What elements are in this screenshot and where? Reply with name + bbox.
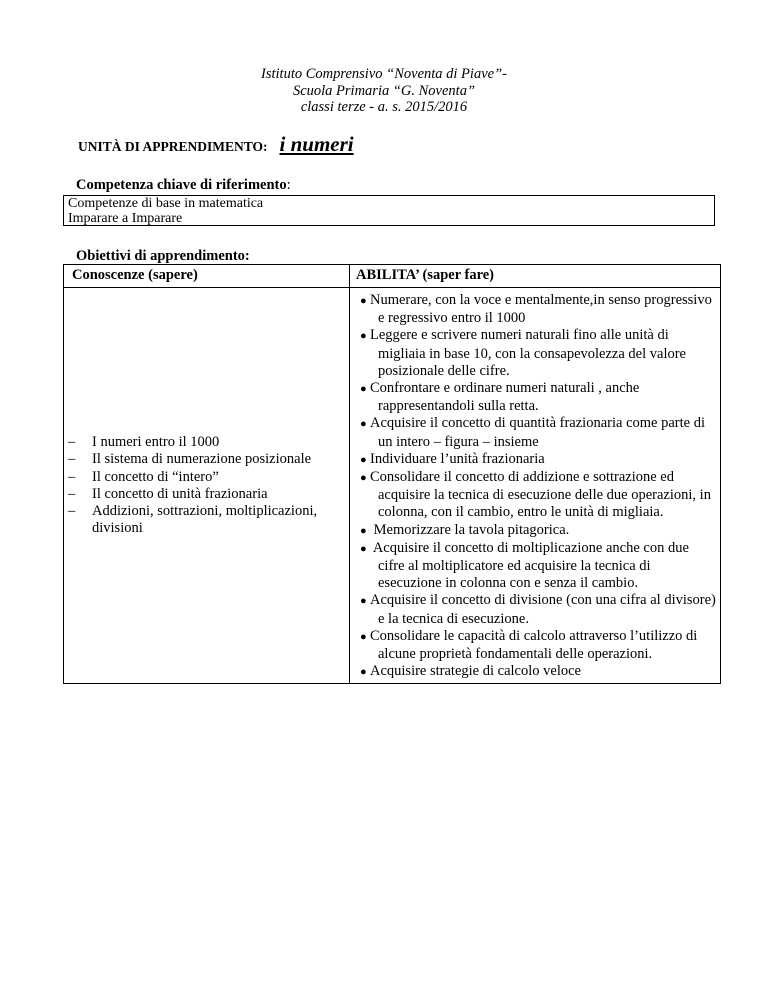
dash-icon: –	[68, 451, 76, 468]
knowledge-column-header: Conoscenze (sapere)	[64, 265, 350, 288]
list-item: ● Individuare l’unità frazionaria	[354, 451, 716, 469]
header-school-year: classi terze - a. s. 2015/2016	[300, 99, 468, 115]
key-competence-heading	[76, 177, 291, 194]
objectives-table	[63, 264, 721, 684]
list-item: – Addizioni, sottrazioni, moltiplicazioni, divisioni	[68, 502, 318, 537]
list-item: ● Acquisire il concetto di divisione (con una cifra al divisore) e la tecnica di esecuzione.	[360, 592, 716, 627]
list-item: ● Consolidare le capacità di calcolo attraverso l’utilizzo di alcune proprietà fondamentali delle operazioni.	[360, 627, 698, 663]
skills-column-header: ABILITA’ (saper fare)	[350, 265, 721, 288]
list-item: ● Acquisire il concetto di quantità frazionaria come parte di un intero – figura – insieme	[360, 415, 705, 450]
learning-unit-label: UNITÀ DI APPRENDIMENTO:	[78, 139, 268, 154]
list-item: ● Acquisire il concetto di moltiplicazione anche con due cifre al moltiplicatore ed acquisire la tecnica di esecuzione in colonna con e senza il cambio.	[360, 539, 689, 592]
list-item: ● Numerare, con la voce e mentalmente,in senso progressivo e regressivo entro il 1000	[360, 292, 712, 327]
header-school-name: Istituto Comprensivo “Noventa di Piave”-	[261, 66, 507, 82]
key-competence-box	[63, 195, 715, 226]
bullet-icon: ●	[360, 472, 367, 485]
bullet-icon: ●	[360, 418, 367, 431]
key-competence-item: Competenze di base in matematica	[68, 196, 264, 211]
key-competence-title: Competenza chiave di riferimento	[76, 177, 287, 193]
skills-cell	[350, 288, 721, 684]
key-competence-colon: :	[286, 177, 291, 193]
list-item: ● Consolidare il concetto di addizione e sottrazione ed acquisire la tecnica di esecuzione delle due operazioni, in colonna, con il cambio, entro le unità di migliaia.	[360, 469, 711, 521]
skills-list	[350, 288, 720, 683]
objectives-table-header-row	[64, 265, 721, 288]
knowledge-cell	[64, 288, 350, 684]
list-item: – Il concetto di “intero”	[68, 468, 219, 485]
list-item: ● Leggere e scrivere numeri naturali fino alle unità di migliaia in base 10, con la consapevolezza del valore posizionale delle cifre.	[360, 327, 686, 379]
bullet-icon: ●	[360, 542, 367, 555]
objectives-heading: Obiettivi di apprendimento:	[76, 248, 250, 264]
knowledge-list	[64, 434, 349, 537]
learning-unit-title: i numeri	[279, 132, 354, 156]
dash-icon: –	[68, 502, 76, 519]
bullet-icon: ●	[360, 330, 367, 343]
list-item: ● Acquisire strategie di calcolo veloce	[354, 663, 716, 681]
bullet-icon: ●	[360, 295, 367, 307]
dash-icon: –	[68, 468, 76, 485]
list-item: ● Confrontare e ordinare numeri naturali , anche rappresentandoli sulla retta.	[360, 380, 640, 415]
bullet-icon: ●	[360, 383, 367, 396]
bullet-icon: ●	[360, 666, 367, 679]
list-item: – Il concetto di unità frazionaria	[68, 485, 268, 502]
bullet-icon: ●	[360, 524, 367, 537]
document-header	[0, 66, 768, 116]
objectives-table-body-row	[64, 288, 721, 684]
bullet-icon: ●	[360, 453, 367, 466]
bullet-icon: ●	[360, 630, 367, 643]
dash-icon: –	[68, 434, 76, 451]
bullet-icon: ●	[360, 595, 367, 608]
key-competence-item: Imparare a Imparare	[68, 211, 183, 226]
list-item: – Il sistema di numerazione posizionale	[68, 451, 312, 468]
dash-icon: –	[68, 485, 76, 502]
list-item: – I numeri entro il 1000	[68, 434, 220, 451]
learning-unit-heading	[78, 132, 354, 157]
list-item: ● Memorizzare la tavola pitagorica.	[354, 522, 716, 540]
header-school-branch: Scuola Primaria “G. Noventa”	[292, 82, 476, 99]
